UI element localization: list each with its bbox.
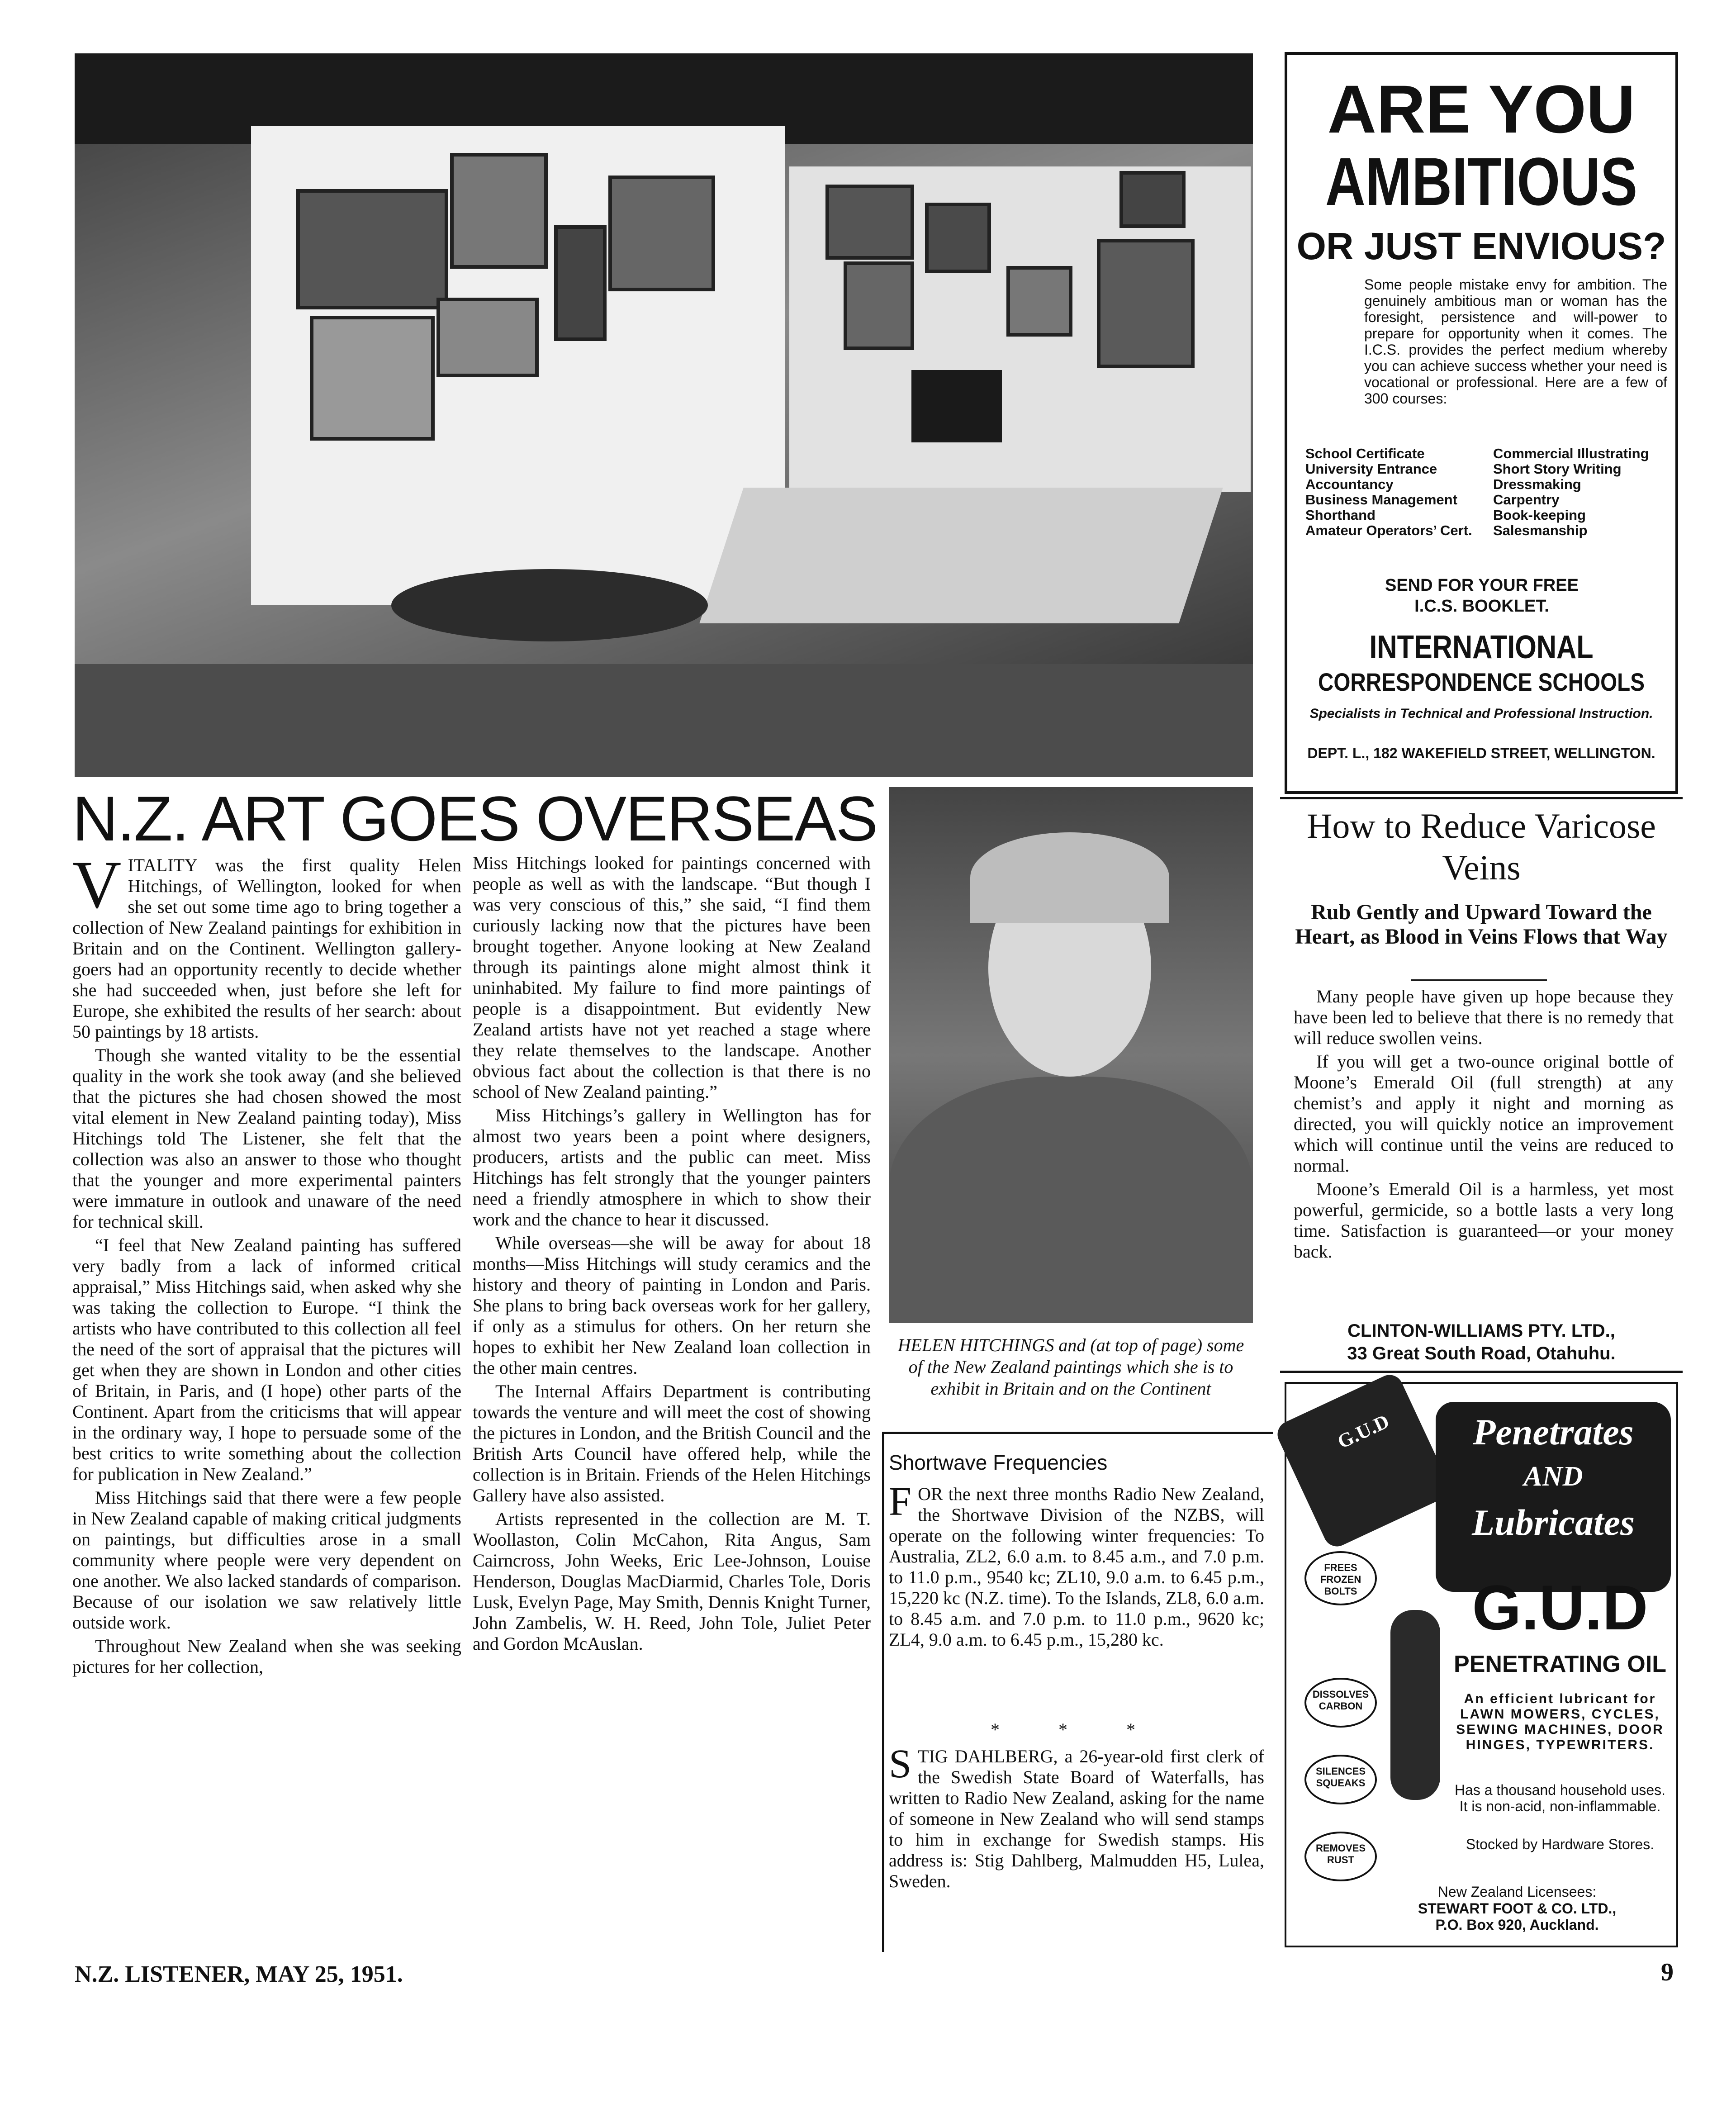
painting <box>925 203 991 273</box>
veins-paragraph: Many people have given up hope because they have been led to believe that there is no remedy that will reduce swollen veins. <box>1294 986 1674 1048</box>
painting <box>1006 266 1072 337</box>
slogan-line-3: Lubricates <box>1472 1502 1635 1543</box>
course-item: Carpentry <box>1493 492 1560 508</box>
article-paragraph: Miss Hitchings said that there were a few people in New Zealand capable of making critical judgments on paintings, but difficulties arose in a small community where people were very dependent on one another. We also lacked standards of comparison. Because of our isolation we saw relatively little outside work. <box>72 1487 461 1633</box>
course-item: Book-keeping <box>1493 507 1586 523</box>
headline: N.Z. ART GOES OVERSEAS <box>72 783 877 854</box>
shortwave-rule <box>884 1432 1273 1434</box>
article-paragraph: Throughout New Zealand when she was seeking pictures for her collection, <box>72 1636 461 1677</box>
veins-body <box>1294 986 1674 1265</box>
dropcap: V <box>72 855 122 922</box>
article-paragraph: Miss Hitchings’s gallery in Wellington has for almost two years been a point where designers, producers, artists and the public can meet. Miss Hitchings has felt strongly that the younger painters need a friendly atmosphere in which to show their work and the chance to hear it discussed. <box>473 1105 871 1230</box>
course-list-left <box>1305 446 1482 538</box>
shortwave-body <box>889 1479 1264 1650</box>
bench <box>699 488 1223 623</box>
veins-company: CLINTON-WILLIAMS PTY. LTD., <box>1347 1321 1615 1341</box>
badge-removes-rust: REMOVES RUST <box>1304 1832 1377 1881</box>
article-paragraph: Miss Hitchings looked for paintings concerned with people as well as with the landscape. “But though I was very conscious of this,” she said, “I find them curiously lacking now that the pictures have been brought together. Anyone looking at New Zealand through its paintings alone might almost think it uninhabited. My failure to find more paintings of people is a disappointment. But evidently New Zealand artists have not yet reached a stage where they relate themselves to the landscape. Another obvious fact about the collection is that there is no school of New Zealand painting.” <box>473 853 871 1102</box>
ad-intro: Some people mistake envy for ambition. The genuinely ambitious man or woman has the foresight, persistence and will-power to prepare for opportunity when it comes. The I.C.S. provides the perfect medium whereby you can achieve success whether your need is vocational or professional. Here are a few of 300 courses: <box>1364 276 1667 407</box>
badge-frees-bolts: FREES FROZEN BOLTS <box>1304 1551 1377 1605</box>
painting <box>450 153 548 269</box>
article-paragraph: ITALITY was the first quality Helen Hitchings, of Wellington, looked for when she set out some time ago to bring together a collection of New Zealand paintings for exhibition in Britain and on the Continent. Wellington gallery-goers had an opportunity recently to decide whether she had succeeded when, just before she left for Europe, she exhibited the results of her search: about 50 paintings by 18 artists. <box>72 855 461 1042</box>
shortwave-border <box>882 1432 884 1952</box>
ad-address: DEPT. L., 182 WAKEFIELD STREET, WELLINGTON. <box>1307 745 1655 761</box>
ad-headline-3: OR JUST ENVIOUS? <box>1296 225 1666 267</box>
article-paragraph: Though she wanted vitality to be the essential quality in the work she took away (and she believed that the pictures she had chosen showed the most vital element in New Zealand painting today), Miss Hitchings told The Listener, she felt that the collection was also an answer to those who thought that the younger and more experimental painters were immature in outlook and unaware of the need for technical skill. <box>72 1045 461 1232</box>
dahlberg-item <box>889 1742 1264 1892</box>
dropcap: F <box>889 1479 912 1524</box>
course-item: Commercial Illustrating <box>1493 446 1649 461</box>
badge-dissolves-carbon: DISSOLVES CARBON <box>1304 1678 1377 1728</box>
shortwave-title: Shortwave Frequencies <box>889 1451 1108 1474</box>
cabinet <box>911 370 1002 442</box>
veins-title: How to Reduce Varicose Veins <box>1307 806 1656 887</box>
gud-product: PENETRATING OIL <box>1454 1651 1666 1677</box>
veins-address: 33 Great South Road, Otahuhu. <box>1347 1343 1616 1363</box>
footer-publication: N.Z. LISTENER, MAY 25, 1951. <box>75 1961 403 1987</box>
course-item: Shorthand <box>1305 507 1376 523</box>
painting <box>554 225 607 341</box>
veins-divider <box>1411 979 1547 981</box>
painting <box>296 189 448 309</box>
shortwave-text: OR the next three months Radio New Zealand, the Shortwave Division of the NZBS, will operate on the following winter frequencies: To Australia, ZL2, 6.0 a.m. to 8.45 a.m., and 7.0 p.m. to 11.0 p.m., 9540 kc; ZL10, 9.0 a.m. to 6.45 p.m., 15,220 kc (N.Z. time). To the Islands, ZL8, 6.0 a.m. to 8.45 a.m. and 7.0 p.m. to 11.0 p.m., 9620 kc; ZL4, 9.0 a.m. to 6.45 p.m., 15,280 kc. <box>889 1484 1264 1650</box>
painting <box>608 176 715 291</box>
gud-licensee-name: STEWART FOOT & CO. LTD., <box>1418 1900 1617 1917</box>
slogan-line-2: AND <box>1523 1461 1583 1492</box>
article-paragraph: While overseas—she will be away for about 18 months—Miss Hitchings will study ceramics and the history and theory of painting in London and Paris. She plans to bring back overseas work for her gallery, if only as a stimulus for others. On her return she hopes to exhibit her New Zealand loan collection in the other main centres. <box>473 1233 871 1378</box>
painting <box>844 261 914 350</box>
page-number: 9 <box>1661 1958 1674 1986</box>
painting <box>825 185 914 260</box>
gud-licensees: New Zealand Licensees: <box>1437 1884 1597 1900</box>
article-column-1 <box>72 855 461 1950</box>
course-list-right <box>1493 446 1670 538</box>
portrait-photo <box>889 787 1253 1323</box>
gud-advertisement <box>1285 1382 1678 1947</box>
gallery-photo <box>75 53 1253 777</box>
ics-advertisement <box>1285 52 1678 794</box>
course-item: University Entrance <box>1305 461 1437 477</box>
painting <box>1119 171 1186 228</box>
course-item: Amateur Operators’ Cert. <box>1305 522 1472 538</box>
ad-specialists: Specialists in Technical and Professional Instruction. <box>1309 706 1653 721</box>
dahlberg-text: TIG DAHLBERG, a 26-year-old first clerk of the Swedish State Board of Waterfalls, has written to Radio New Zealand, asking for the name of someone in New Zealand who will send stamps to him in exchange for Swedish stamps. His address is: Stig Dahlberg, Malmudden H5, Lulea, Sweden. <box>889 1746 1264 1891</box>
ad-headline-1: ARE YOU <box>1327 71 1636 147</box>
portrait-hair <box>970 832 1169 923</box>
article-paragraph: The Internal Affairs Department is contributing towards the venture and will meet the cost of showing the pictures in London, and the British Council and the British Arts Council have offered help, while the collection is in Britain. Friends of the Helen Hitchings Gallery have also assisted. <box>473 1381 871 1505</box>
dropcap: S <box>889 1742 912 1786</box>
course-item: School Certificate <box>1305 446 1425 461</box>
gud-uses-2: Has a thousand household uses. It is non-acid, non-inflammable. <box>1454 1782 1666 1814</box>
badge-silences-squeaks: SILENCES SQUEAKS <box>1304 1755 1377 1804</box>
veins-subtitle: Rub Gently and Upward Toward the Heart, as Blood in Veins Flows that Way <box>1295 900 1668 949</box>
veins-rule-bottom <box>1280 1371 1683 1373</box>
mascot-figure <box>1390 1610 1440 1800</box>
article-column-2 <box>473 853 871 1947</box>
course-item: Business Management <box>1305 492 1457 508</box>
oil-can-image <box>1273 1371 1454 1551</box>
painting <box>310 316 435 441</box>
article-paragraph: Artists represented in the collection are M. T. Woollaston, Colin McCahon, Rita Angus, Sam Cairncross, John Weeks, Eric Lee-Johnson, Louise Henderson, Douglas MacDiarmid, Charles Tole, Doris Lusk, Evelyn Page, May Smith, Dennis Knight Turner, John Zambelis, W. H. Reed, John Tole, Juliet Peter and Gordon McAuslan. <box>473 1509 871 1654</box>
article-paragraph: “I feel that New Zealand painting has suffered very badly from a lack of informed critical appraisal,” Miss Hitchings said, when asked why she was taking the collection to Europe. “I think the artists who have contributed to this collection all feel the need of the sort of appraisal that the pictures will get when they are shown in London and other cities of Britain, in Paris, and (I hope) other parts of the Continent. Apart from the criticisms that will appear in the ordinary way, I hope to persuade some of the best critics to write something about the collection for publication in New Zealand.” <box>72 1235 461 1484</box>
gud-brand: G.U.D <box>1472 1572 1648 1643</box>
can-label: G.U.D <box>1334 1410 1393 1453</box>
ad-org-1: INTERNATIONAL <box>1369 629 1594 665</box>
course-item: Accountancy <box>1305 476 1394 492</box>
separator-stars: * * * <box>991 1719 1162 1740</box>
portrait-caption: HELEN HITCHINGS and (at top of page) some of the New Zealand paintings which she is to exhibit in Britain and on the Continent <box>897 1335 1244 1399</box>
gud-uses: An efficient lubricant for LAWN MOWERS, CYCLES, SEWING MACHINES, DOOR HINGES, TYPEWRITERS. <box>1456 1691 1664 1752</box>
portrait-shoulders <box>889 1077 1253 1323</box>
ad-org-2: CORRESPONDENCE SCHOOLS <box>1318 668 1645 696</box>
gud-stocked: Stocked by Hardware Stores. <box>1466 1836 1655 1852</box>
veins-paragraph: If you will get a two-ounce original bottle of Moone’s Emerald Oil (full strength) at any chemist’s and apply it night and morning as directed, you will quickly notice an improvement which will continue until the veins are reduced to normal. <box>1294 1051 1674 1176</box>
ad-send-booklet: SEND FOR YOUR FREE I.C.S. BOOKLET. <box>1385 576 1579 616</box>
veins-rule-top <box>1280 797 1683 799</box>
course-item: Dressmaking <box>1493 476 1581 492</box>
painting <box>1097 239 1195 368</box>
veins-paragraph: Moone’s Emerald Oil is a harmless, yet most powerful, germicide, so a bottle lasts a very long time. Satisfaction is guaranteed—or your money back. <box>1294 1179 1674 1262</box>
course-item: Short Story Writing <box>1493 461 1622 477</box>
ad-headline-2: AMBITIOUS <box>1325 143 1638 219</box>
course-item: Salesmanship <box>1493 522 1588 538</box>
round-table <box>391 569 708 641</box>
gud-licensee-address: P.O. Box 920, Auckland. <box>1435 1917 1599 1933</box>
slogan-line-1: Penetrates <box>1473 1411 1634 1453</box>
floor <box>75 664 1253 777</box>
painting <box>436 298 539 377</box>
